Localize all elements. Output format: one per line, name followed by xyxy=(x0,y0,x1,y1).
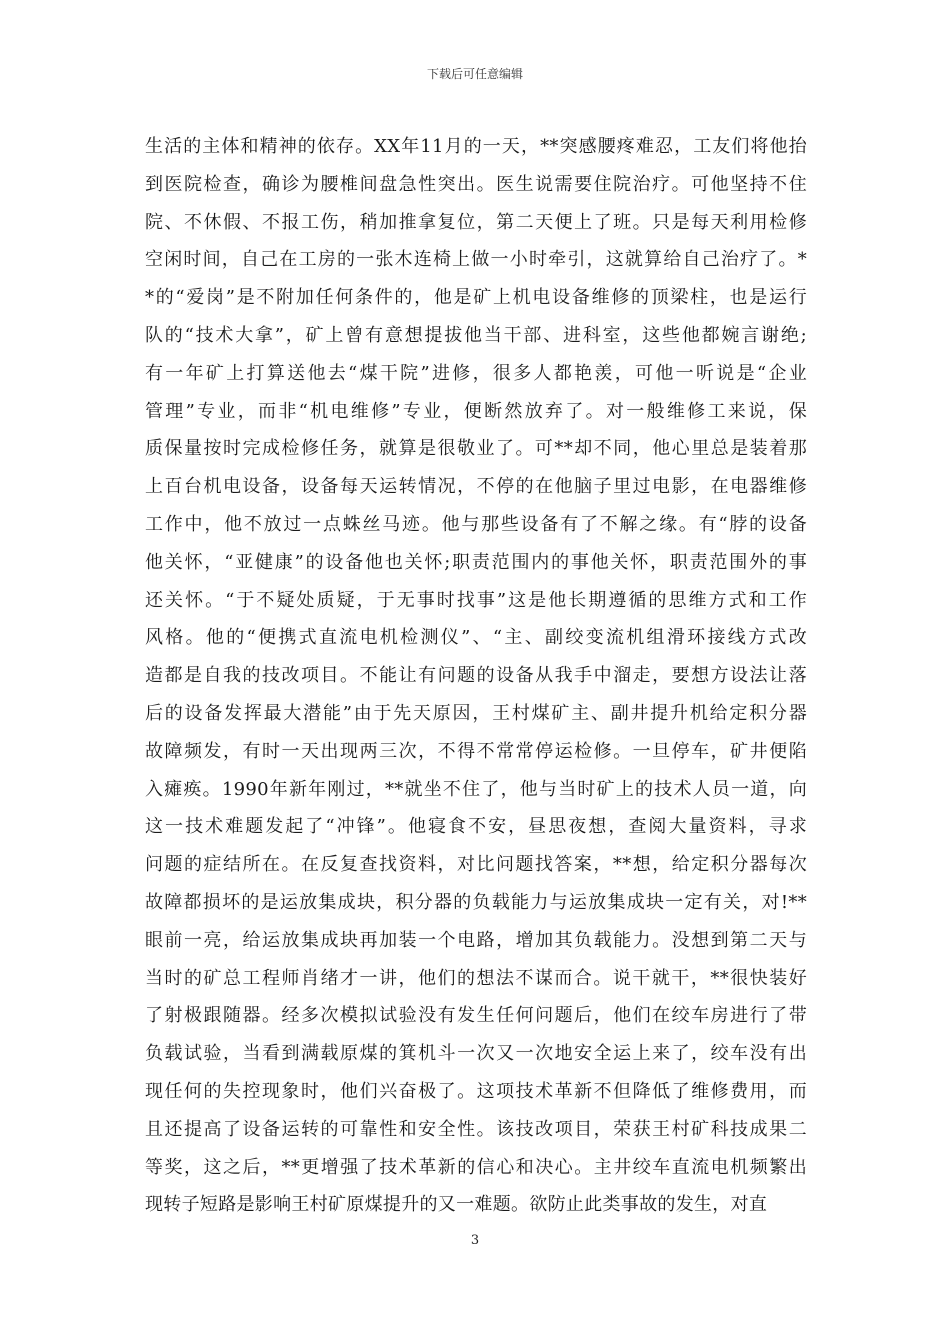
text-line: 眼前一亮，给运放集成块再加装一个电路，增加其负载能力。没想到第二天与 xyxy=(145,929,807,951)
text-line: 还关怀。“于不疑处质疑，于无事时找事”这是他长期遵循的思维方式和工作 xyxy=(145,589,807,611)
text-line: 入瘫痪。1990年新年刚过，**就坐不住了，他与当时矿上的技术人员一道，向 xyxy=(145,778,807,800)
text-line: 造都是自我的技改项目。不能让有问题的设备从我手中溜走，要想方设法让落 xyxy=(145,665,807,687)
text-line: 到医院检查，确诊为腰椎间盘急性突出。医生说需要住院治疗。可他坚持不住 xyxy=(145,173,807,195)
text-line: 当时的矿总工程师肖绪才一讲，他们的想法不谋而合。说干就干，**很快装好 xyxy=(145,967,807,989)
text-line: 他关怀，“亚健康”的设备他也关怀;职责范围内的事他关怀，职责范围外的事 xyxy=(145,551,807,573)
text-line: 风格。他的“便携式直流电机检测仪”、“主、副绞变流机组滑环接线方式改 xyxy=(145,627,807,649)
text-line: 现转子短路是影响王村矿原煤提升的又一难题。欲防止此类事故的发生，对直 xyxy=(145,1194,768,1216)
text-line: 故障都损坏的是运放集成块，积分器的负载能力与运放集成块一定有关，对!** xyxy=(145,891,807,913)
text-line: *的“爱岗”是不附加任何条件的，他是矿上机电设备维修的顶梁柱，也是运行 xyxy=(145,287,807,309)
text-line: 院、不休假、不报工伤，稍加推拿复位，第二天便上了班。只是每天利用检修 xyxy=(145,211,807,233)
text-line: 负载试验，当看到满载原煤的箕机斗一次又一次地安全运上来了，绞车没有出 xyxy=(145,1043,807,1065)
text-line: 了射极跟随器。经多次模拟试验没有发生任何问题后，他们在绞车房进行了带 xyxy=(145,1005,807,1027)
text-line: 工作中，他不放过一点蛛丝马迹。他与那些设备有了不解之缘。有“脖的设备 xyxy=(145,513,807,535)
text-line: 生活的主体和精神的依存。XX年11月的一天，**突感腰疼难忍，工友们将他抬 xyxy=(145,136,807,157)
text-line: 队的“技术大拿”，矿上曾有意想提拔他当干部、进科室，这些他都婉言谢绝; xyxy=(145,324,807,346)
text-line: 等奖，这之后，**更增强了技术革新的信心和决心。主井绞车直流电机频繁出 xyxy=(145,1156,807,1178)
text-line: 上百台机电设备，设备每天运转情况，不停的在他脑子里过电影，在电器维修 xyxy=(145,476,807,498)
page-number: 3 xyxy=(470,1233,480,1248)
text-line: 这一技术难题发起了“冲锋”。他寝食不安，昼思夜想，查阅大量资料，寻求 xyxy=(145,816,807,838)
text-line: 空闲时间，自己在工房的一张木连椅上做一小时牵引，这就算给自己治疗了。* xyxy=(145,249,807,271)
text-line: 有一年矿上打算送他去“煤干院”进修，很多人都艳羡，可他一听说是“企业 xyxy=(145,362,807,384)
body-text xyxy=(145,134,807,1230)
text-line: 且还提高了设备运转的可靠性和安全性。该技改项目，荣获王村矿科技成果二 xyxy=(145,1118,807,1140)
text-line: 质保量按时完成检修任务，就算是很敬业了。可**却不同，他心里总是装着那 xyxy=(145,438,807,460)
text-line: 现任何的失控现象时，他们兴奋极了。这项技术革新不但降低了维修费用，而 xyxy=(145,1080,807,1102)
page-header: 下载后可任意编辑 xyxy=(426,67,523,81)
text-line: 后的设备发挥最大潜能”由于先天原因，王村煤矿主、副井提升机给定积分器 xyxy=(145,702,807,724)
text-line: 管理”专业，而非“机电维修”专业，便断然放弃了。对一般维修工来说，保 xyxy=(145,400,807,422)
text-line: 问题的症结所在。在反复查找资料，对比问题找答案，**想，给定积分器每次 xyxy=(145,854,807,876)
text-line: 故障频发，有时一天出现两三次，不得不常常停运检修。一旦停车，矿井便陷 xyxy=(145,740,807,762)
